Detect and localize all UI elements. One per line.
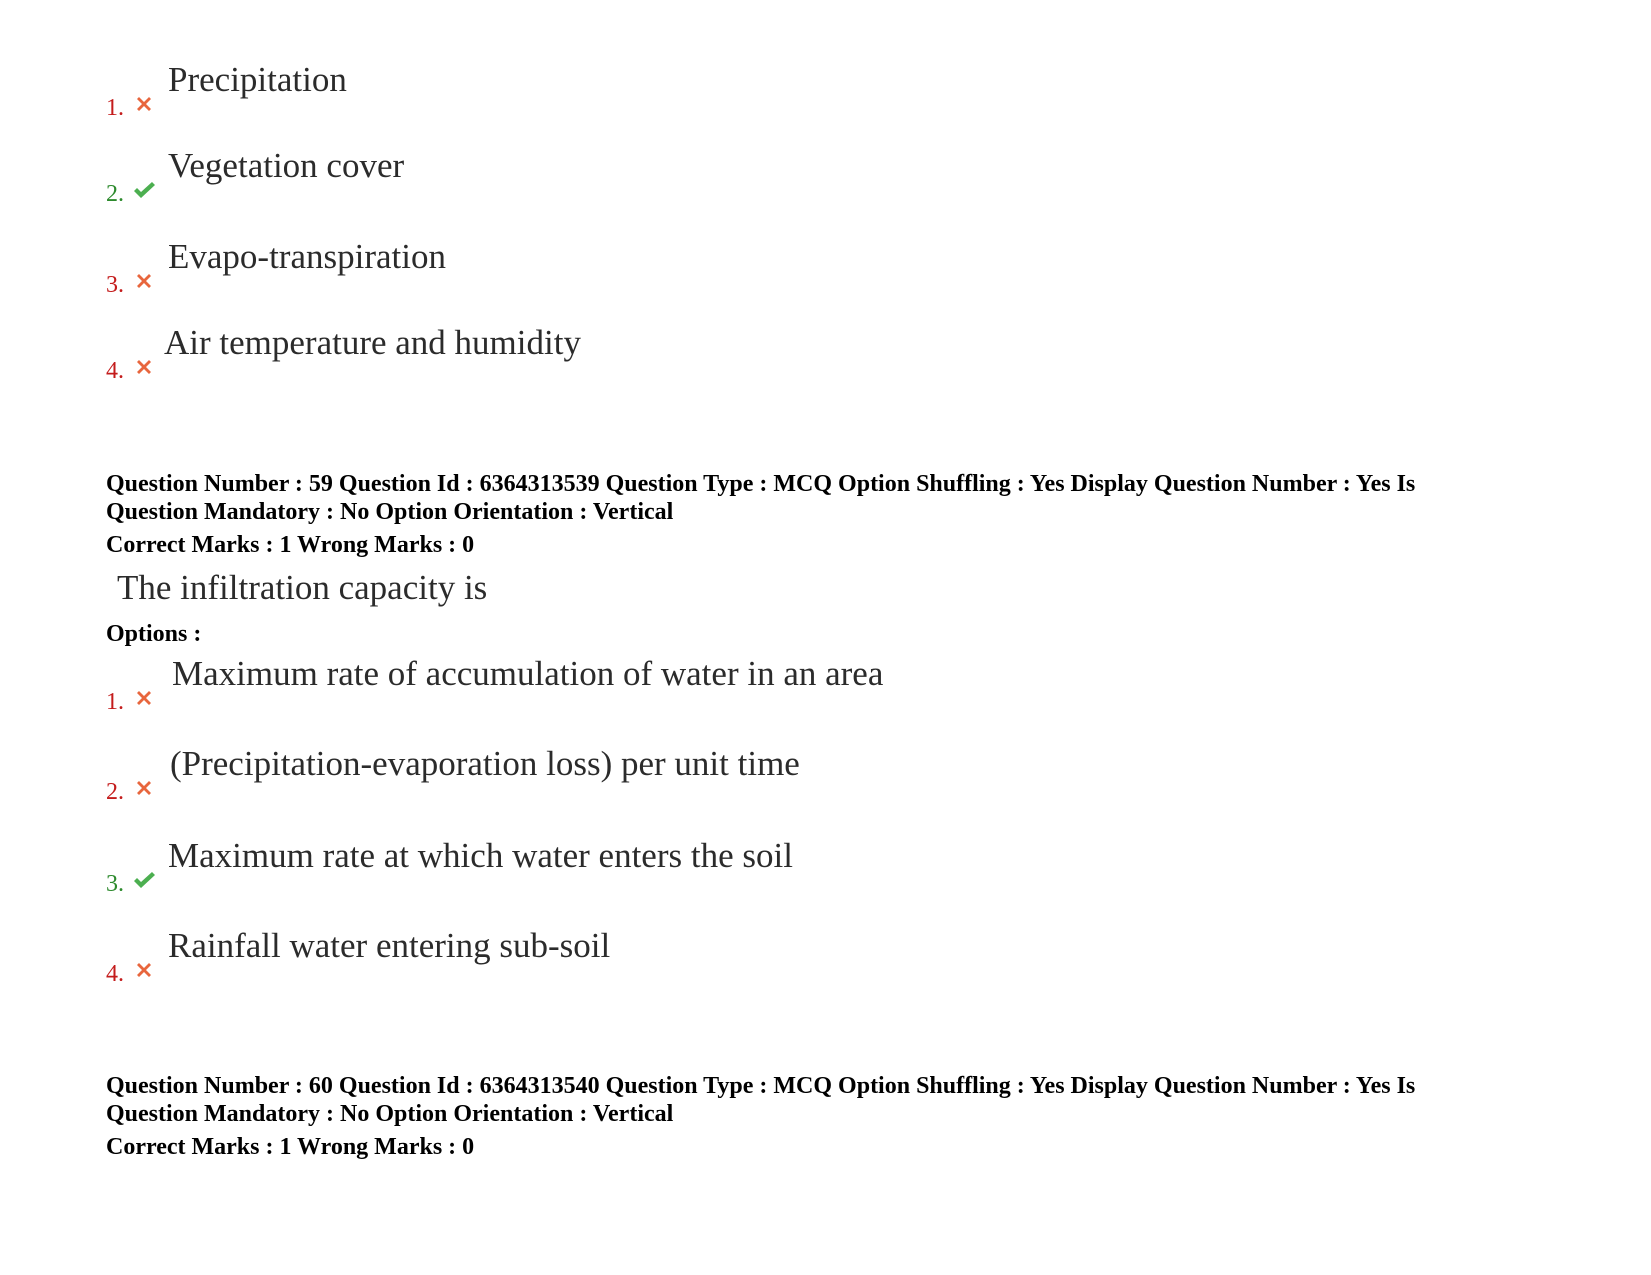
options-label: Options : [106, 621, 202, 647]
option-text: Precipitation [168, 60, 347, 99]
marks-line: Correct Marks : 1 Wrong Marks : 0 [106, 532, 475, 558]
cross-icon [132, 958, 156, 982]
option-item [0, 237, 1000, 297]
option-number: 4. [106, 961, 124, 987]
cross-icon [132, 686, 156, 710]
option-text: Evapo-transpiration [168, 237, 446, 276]
option-number: 1. [106, 689, 124, 715]
option-item [0, 744, 1000, 804]
question-meta [106, 470, 1546, 526]
cross-icon [132, 92, 156, 116]
option-text: Maximum rate of accumulation of water in an area [172, 654, 884, 693]
option-item [0, 323, 1000, 383]
option-number: 4. [106, 358, 124, 384]
option-number: 1. [106, 95, 124, 121]
cross-icon [132, 355, 156, 379]
option-number: 2. [106, 779, 124, 805]
question-meta-line: Question Number : 59 Question Id : 6364313539 Question Type : MCQ Option Shuffling : Yes Display Question Number : Yes Is [106, 471, 1416, 497]
question-meta-line: Question Mandatory : No Option Orientation : Vertical [106, 1101, 674, 1127]
question-text: The infiltration capacity is [117, 568, 488, 607]
option-item [0, 146, 1000, 206]
option-item [0, 654, 1000, 714]
option-text: (Precipitation-evaporation loss) per unit time [170, 744, 800, 783]
question-meta [106, 1072, 1546, 1128]
option-text: Rainfall water entering sub-soil [168, 926, 611, 965]
option-number: 3. [106, 272, 124, 298]
marks-line: Correct Marks : 1 Wrong Marks : 0 [106, 1134, 475, 1160]
option-item [0, 926, 1000, 986]
question-meta-line: Question Number : 60 Question Id : 6364313540 Question Type : MCQ Option Shuffling : Yes Display Question Number : Yes Is [106, 1073, 1416, 1099]
option-text: Vegetation cover [168, 146, 405, 185]
option-text: Air temperature and humidity [164, 323, 581, 362]
option-number: 3. [106, 871, 124, 897]
option-text: Maximum rate at which water enters the soil [168, 836, 793, 875]
cross-icon [132, 776, 156, 800]
check-icon [132, 178, 156, 202]
option-item [0, 836, 1000, 896]
check-icon [132, 868, 156, 892]
option-item [0, 60, 1000, 120]
question-meta-line: Question Mandatory : No Option Orientation : Vertical [106, 499, 674, 525]
option-number: 2. [106, 181, 124, 207]
cross-icon [132, 269, 156, 293]
